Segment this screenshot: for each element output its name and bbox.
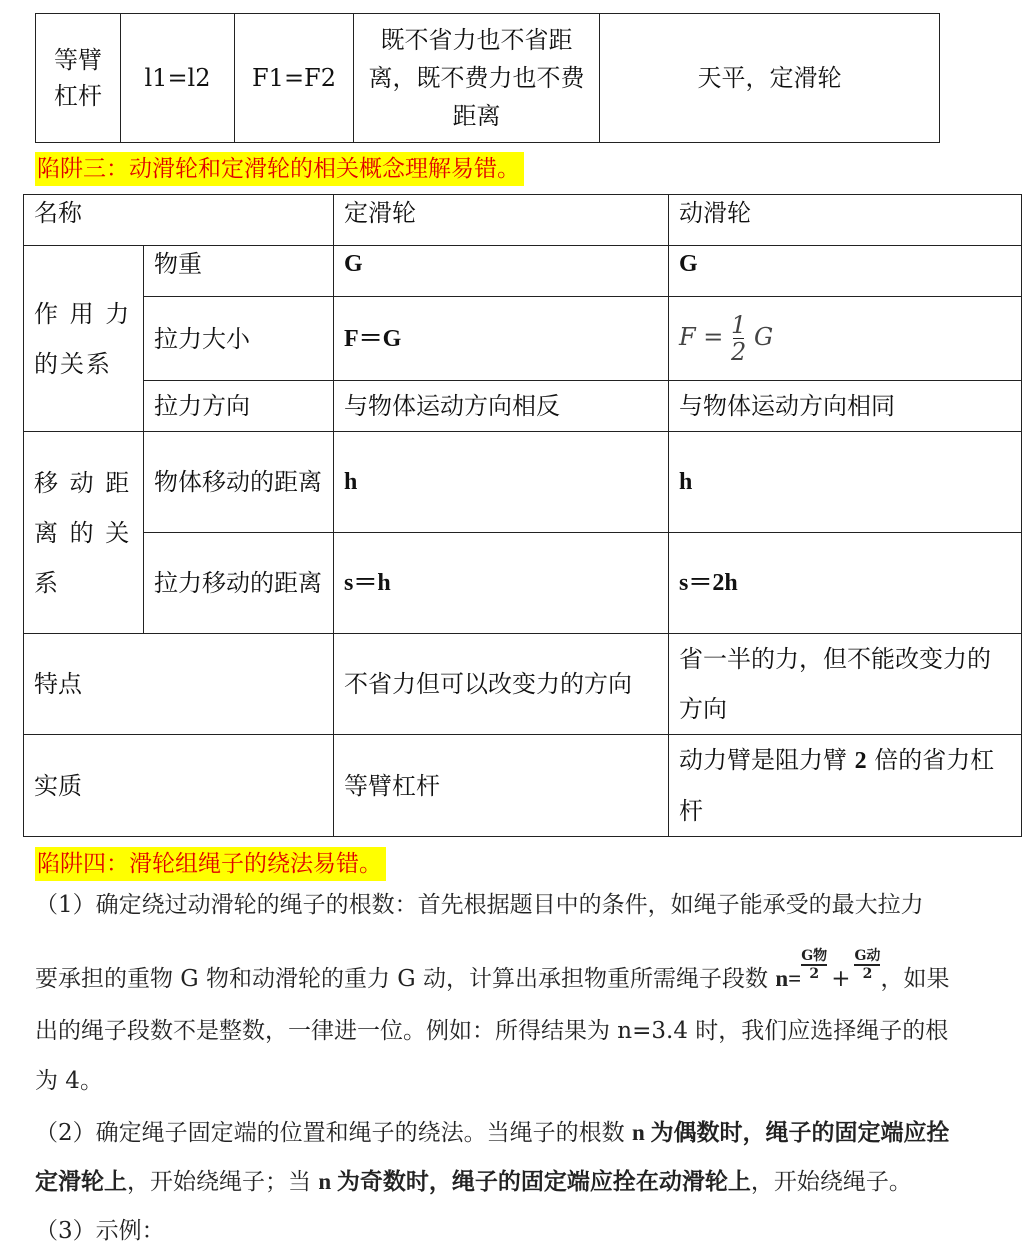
row-label-weight: 物重: [144, 246, 334, 297]
g-object-denominator: 2: [809, 966, 820, 982]
para2-line1-pre: （2）确定绳子固定端的位置和绳子的绕法。当绳子的根数: [35, 1120, 632, 1146]
row-label-essence: 实质: [24, 735, 334, 837]
distance-relation-group: 移 动 距 离 的 关 系: [24, 432, 144, 634]
header-fixed-pulley: 定滑轮: [334, 195, 669, 246]
formula-eq: =: [703, 323, 724, 351]
essence-text-post: 倍的省力杠杆: [679, 746, 995, 825]
plus-sign: +: [831, 966, 851, 992]
lever-example-cell: 天平，定滑轮: [600, 14, 940, 143]
trap3-heading: 陷阱三：动滑轮和定滑轮的相关概念理解易错。: [35, 152, 524, 186]
pulley-table: [23, 194, 1022, 837]
fraction-numerator: 1: [731, 311, 747, 339]
fixed-feature: 不省力但可以改变力的方向: [334, 634, 669, 735]
movable-pull-distance: s＝2h: [669, 533, 1022, 634]
lever-arm-cell: l1=l2: [121, 14, 235, 143]
g-object-fraction: [801, 948, 827, 982]
para2-line1-bold: n 为偶数时，绳子的固定端应拴: [631, 1120, 950, 1145]
row-label-pull-distance: 拉力移动的距离: [144, 533, 334, 634]
para2-line2-bold2: n 为奇数时，绳子的固定端应拴在动滑轮上: [318, 1169, 751, 1194]
movable-pull-direction: 与物体运动方向相同: [669, 381, 1022, 432]
movable-feature: 省一半的力，但不能改变力的方向: [669, 634, 1022, 735]
para2-line2-mid: ，开始绕绳子；当: [127, 1169, 319, 1195]
g-movable-numerator: G动: [854, 948, 881, 964]
n-equals: n=: [775, 966, 802, 991]
essence-text-number: 2: [854, 748, 867, 774]
para1-line2: [35, 948, 950, 992]
fixed-object-distance: h: [334, 432, 669, 533]
fixed-pull-magnitude: F＝G: [334, 297, 669, 381]
lever-table: [35, 13, 940, 143]
force-relation-group: 作 用 力 的关系: [24, 246, 144, 432]
formula-G: G: [753, 323, 774, 351]
header-movable-pulley: 动滑轮: [669, 195, 1022, 246]
para1-line2-post: ，如果: [880, 966, 950, 992]
fixed-weight: G: [334, 246, 669, 297]
para2-line2: [35, 1169, 912, 1195]
formula-F: F: [679, 323, 696, 351]
lever-feature-cell: 既不省力也不省距离，既不费力也不费距离: [354, 14, 600, 143]
para2-line2-post: ，开始绕绳子。: [750, 1169, 912, 1195]
para1-line3: 出的绳子段数不是整数，一律进一位。例如：所得结果为 n=3.4 时，我们应选择绳子的根: [35, 1018, 949, 1044]
movable-object-distance: h: [669, 432, 1022, 533]
movable-essence: [669, 735, 1022, 837]
para1-line4: 为 4。: [35, 1068, 103, 1094]
para3: （3）示例：: [35, 1218, 165, 1244]
para2-line2-bold1: 定滑轮上: [35, 1169, 127, 1194]
g-movable-denominator: 2: [862, 966, 873, 982]
header-name: 名称: [24, 195, 334, 246]
g-movable-fraction: [854, 948, 880, 982]
essence-text-pre: 动力臂是阻力臂: [679, 746, 855, 774]
row-label-pull-direction: 拉力方向: [144, 381, 334, 432]
fixed-pull-distance: s＝h: [334, 533, 669, 634]
para1-line2-pre: 要承担的重物 G 物和动滑轮的重力 G 动，计算出承担物重所需绳子段数: [35, 966, 776, 992]
row-label-object-distance: 物体移动的距离: [144, 432, 334, 533]
g-object-numerator: G物: [801, 948, 828, 964]
fraction-denominator: 2: [731, 338, 747, 366]
lever-name-cell: 等臂 杠杆: [36, 14, 121, 143]
row-label-feature: 特点: [24, 634, 334, 735]
movable-pull-magnitude: [669, 297, 1022, 381]
trap4-heading: 陷阱四：滑轮组绳子的绕法易错。: [35, 847, 386, 881]
para2-line1: [35, 1120, 950, 1146]
fixed-essence: 等臂杠杆: [334, 735, 669, 837]
row-label-pull-magnitude: 拉力大小: [144, 297, 334, 381]
fixed-pull-direction: 与物体运动方向相反: [334, 381, 669, 432]
lever-force-cell: F1=F2: [235, 14, 354, 143]
para1-line1: （1）确定绕过动滑轮的绳子的根数：首先根据题目中的条件，如绳子能承受的最大拉力: [35, 892, 924, 918]
movable-weight: G: [669, 246, 1022, 297]
formula-fraction: [731, 312, 746, 365]
